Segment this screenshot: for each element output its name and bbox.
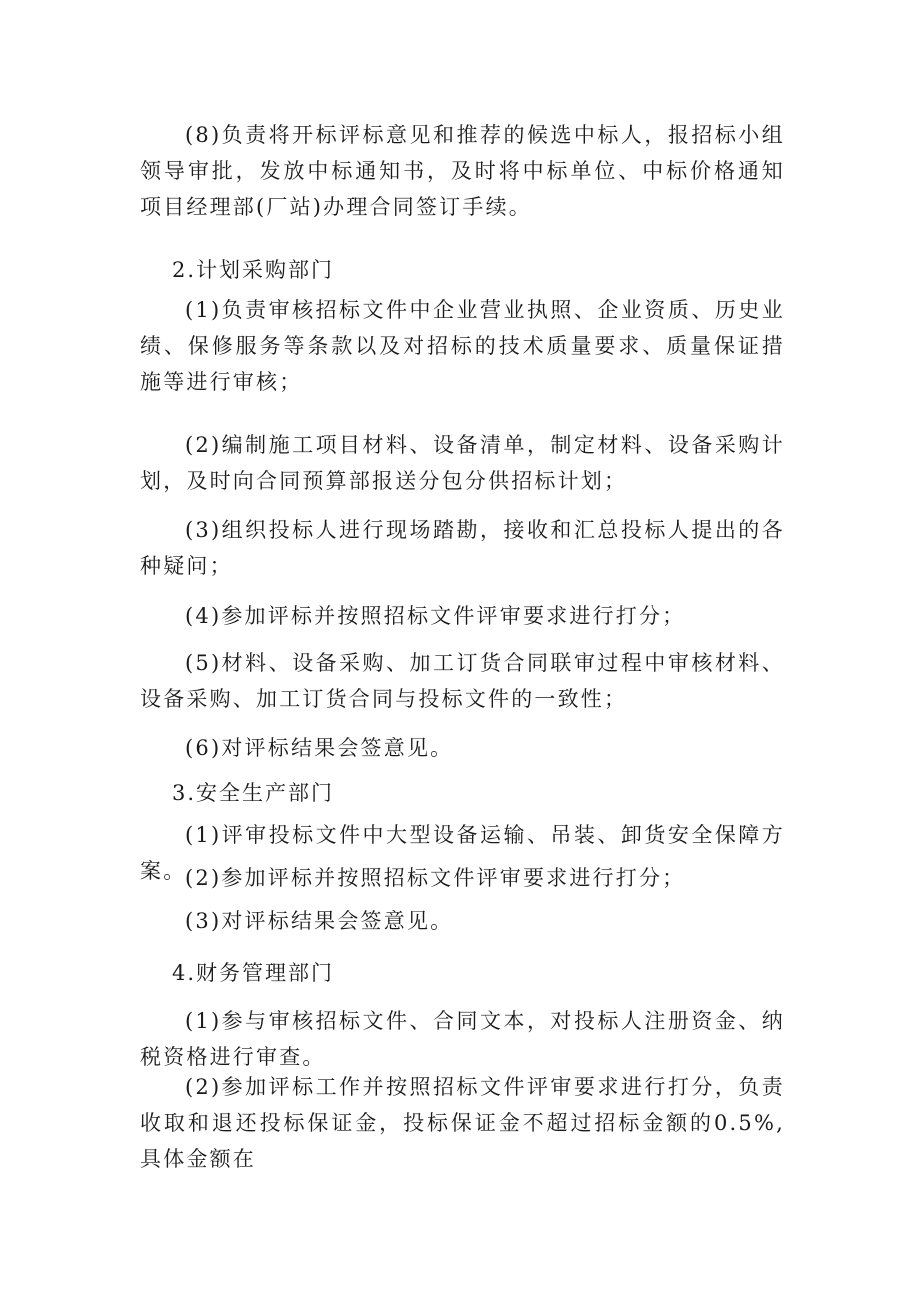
- section-heading-4: 4.财务管理部门: [172, 961, 335, 985]
- paragraph-item-2-6: (6)对评标结果会签意见。: [185, 736, 454, 760]
- paragraph-item-2-4: (4)参加评标并按照招标文件评审要求进行打分；: [185, 604, 686, 628]
- paragraph-item-2-2: (2)编制施工项目材料、设备清单，制定材料、设备采购计划，及时向合同预算部报送分包分供招标计划；: [140, 433, 785, 493]
- paragraph-item-4-1: (1)参与审核招标文件、合同文本，对投标人注册资金、纳税资格进行审查。: [140, 1009, 785, 1069]
- paragraph-item-2-5: (5)材料、设备采购、加工订货合同联审过程中审核材料、设备采购、加工订货合同与投标文件的一致性；: [140, 651, 785, 711]
- section-heading-2: 2.计划采购部门: [172, 258, 335, 282]
- paragraph-item-8: (8)负责将开标评标意见和推荐的候选中标人，报招标小组领导审批，发放中标通知书，及时将中标单位、中标价格通知项目经理部(厂站)办理合同签订手续。: [140, 123, 785, 219]
- paragraph-item-3-2: (2)参加评标并按照招标文件评审要求进行打分；: [185, 866, 686, 890]
- section-heading-3: 3.安全生产部门: [172, 781, 335, 805]
- paragraph-item-3-1: (1)评审投标文件中大型设备运输、吊装、卸货安全保障方案。: [140, 823, 785, 883]
- paragraph-item-2-1: (1)负责审核招标文件中企业营业执照、企业资质、历史业绩、保修服务等条款以及对招标的技术质量要求、质量保证措施等进行审核；: [140, 298, 785, 394]
- paragraph-item-4-2: (2)参加评标工作并按照招标文件评审要求进行打分，负责收取和退还投标保证金，投标保证金不超过招标金额的0.5%,具体金额在: [140, 1075, 785, 1171]
- paragraph-item-2-3: (3)组织投标人进行现场踏勘，接收和汇总投标人提出的各种疑问；: [140, 518, 785, 578]
- paragraph-item-3-3: (3)对评标结果会签意见。: [185, 909, 454, 933]
